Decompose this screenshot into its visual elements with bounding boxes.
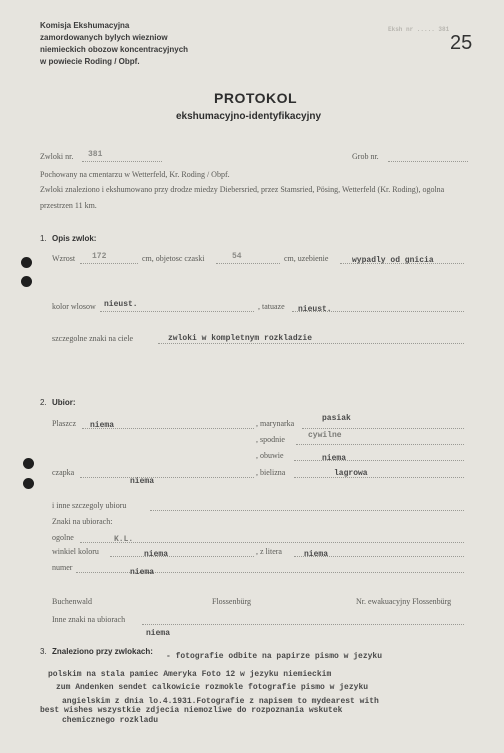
punch-hole [23, 458, 34, 469]
punch-hole [23, 478, 34, 489]
pochowany-text: Pochowany na cmentarzu w Wetterfeld, Kr. Roding / Obpf. [40, 170, 230, 179]
inne-szczegoly-label: i inne szczegoly ubioru [52, 501, 127, 510]
winkiel-koloru-label: winkiel koloru [52, 547, 99, 556]
commission-header-line2: zamordowanych bylych wiezniow [40, 33, 168, 42]
winkiel-koloru-value: niema [144, 550, 169, 559]
kolor-wlosow-label: kolor wlosow [52, 302, 96, 311]
page-number: 25 [450, 32, 473, 54]
found-items-line4: angielskim z dnia lo.4.1931.Fotografie z napisem to mydearest with [62, 697, 379, 706]
ogolne-label: ogolne [52, 533, 74, 542]
spodnie-value: cywilne [308, 431, 342, 440]
buchenwald-label: Buchenwald [52, 597, 92, 606]
plaszcz-label: Plaszcz [52, 419, 76, 428]
inne-znaki-label: Inne znaki na ubiorach [52, 615, 126, 624]
tatuaze-label: , tatuaze [258, 302, 285, 311]
z-litera-label: , z litera [256, 547, 282, 556]
section2-number: 2. [40, 398, 47, 407]
numer-label: numer [52, 563, 73, 572]
znaki-na-ubiorach-label: Znaki na ubiorach: [52, 517, 113, 526]
grob-label: Grob nr. [352, 152, 379, 161]
commission-header-line3: niemieckich obozow koncentracyjnych [40, 45, 189, 54]
inne-znaki-value: niema [146, 629, 171, 638]
section3-title: Znaleziono przy zwlokach: [52, 647, 153, 656]
punch-hole [21, 276, 32, 287]
commission-header-line4: w powiecie Roding / Obpf. [40, 57, 140, 66]
czaska-value: 54 [232, 252, 242, 261]
czapka-value: niema [130, 477, 155, 486]
tatuaze-value: nieust. [298, 305, 332, 314]
bielizna-label: , bielizna [256, 468, 286, 477]
found-items-line5: best wishes wszystkie zdjecia niemozliwe do rozpoznania wskutek [40, 706, 343, 715]
found-items-line3: zum Andenken sendet calkowicie rozmokle fotografie pismo w jezyku [56, 683, 369, 692]
numer-value: niema [130, 568, 155, 577]
obuwie-label: , obuwie [256, 451, 284, 460]
commission-header-line1: Komisja Ekshumacyjna [40, 21, 130, 30]
nr-ewakuacyjny-label: Nr. ewakuacyjny Flossenbürg [356, 597, 452, 606]
znaleziono-text: Zwloki znaleziono i ekshumowano przy drodze miedzy Diebersried, przez Stamsried, Pösing, Wetterfeld (Kr. Roding), ogolna przestrzen 11 km. [40, 185, 445, 210]
plaszcz-value: niema [90, 421, 115, 430]
punch-hole [21, 257, 32, 268]
page-subtitle: ekshumacyjno-identyfikacyjny [176, 111, 322, 122]
zwloki-value: 381 [88, 150, 103, 159]
ogolne-value: K.L. [114, 535, 134, 544]
wzrost-value: 172 [92, 252, 107, 261]
found-items-line6: chemicznego rozkladu [62, 716, 159, 725]
marynarka-label: , marynarka [256, 419, 295, 428]
section1-title: Opis zwlok: [52, 234, 97, 243]
cm-czaska-label: cm, objetosc czaski [142, 254, 205, 263]
found-items-line1: - fotografie odbite na papirze pismo w jezyku [166, 652, 383, 661]
z-litera-value: niema [304, 550, 329, 559]
szczegolne-znaki-label: szczegolne znaki na ciele [52, 334, 134, 343]
zwloki-label: Zwloki nr. [40, 152, 74, 161]
flossenburg-label: Flossenbürg [212, 597, 251, 606]
kolor-wlosow-value: nieust. [104, 300, 138, 309]
bielizna-value: lagrowa [334, 469, 368, 478]
czapka-label: czapka [52, 468, 75, 477]
obuwie-value: niema [322, 454, 347, 463]
cm-uzebienie-label: cm, uzebienie [284, 254, 329, 263]
wzrost-label: Wzrost [52, 254, 76, 263]
faint-topright-note: Eksh nr ..... 381 [388, 26, 450, 33]
marynarka-value: pasiak [322, 414, 351, 423]
section3-number: 3. [40, 647, 47, 656]
page-title: PROTOKOL [214, 90, 298, 106]
szczegolne-znaki-value: zwloki w kompletnym rozkladzie [168, 334, 313, 343]
section1-number: 1. [40, 234, 47, 243]
section2-title: Ubior: [52, 398, 76, 407]
uzebienie-value: wypadly od gnicia [352, 256, 434, 265]
found-items-line2: polskim na stala pamiec Ameryka Foto 12 w jezyku niemieckim [48, 670, 332, 679]
spodnie-label: , spodnie [256, 435, 285, 444]
